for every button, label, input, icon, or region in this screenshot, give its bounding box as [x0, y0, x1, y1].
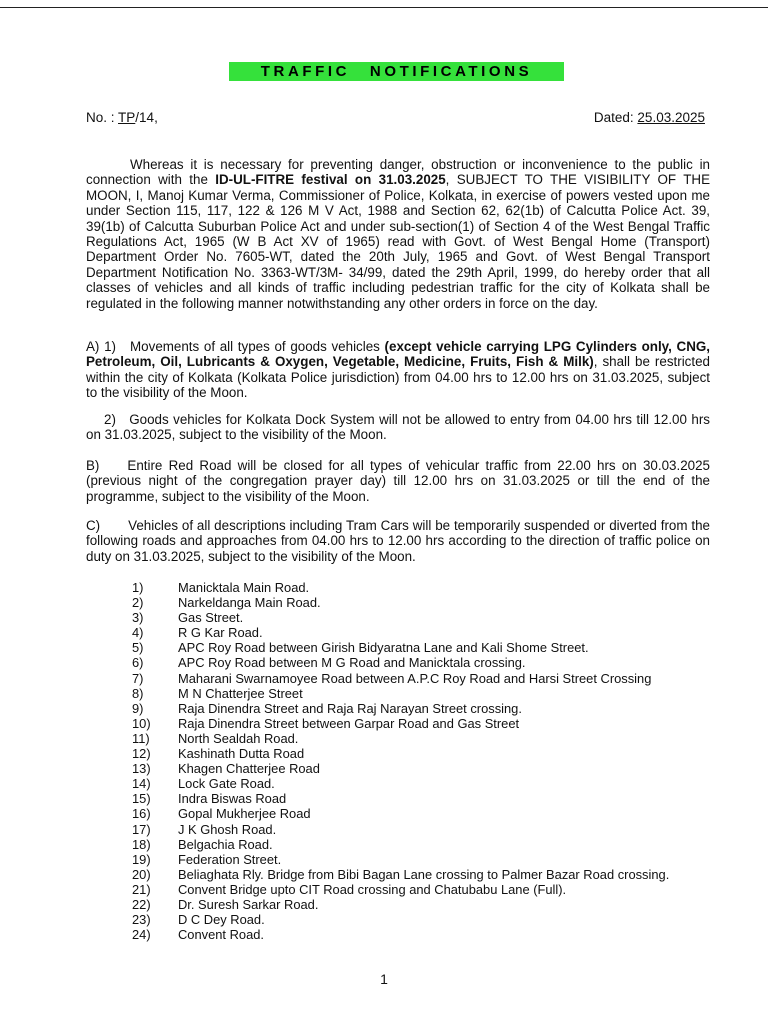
list-item-road: Maharani Swarnamoyee Road between A.P.C Roy Road and Harsi Street Crossing	[178, 670, 652, 686]
list-item-number: 23)	[132, 912, 151, 928]
list-item	[0, 610, 768, 625]
section-b-paragraph	[86, 458, 710, 504]
section-a2-text: Goods vehicles for Kolkata Dock System will not be allowed to entry from 04.00 hrs till 12.00 hrs on 31.03.2025, subject to the visibility of the Moon.	[86, 412, 710, 443]
list-item-road: APC Roy Road between Girish Bidyaratna Lane and Kali Shome Street.	[178, 640, 589, 656]
list-item-number: 15)	[132, 791, 151, 807]
list-item-road: Manicktala Main Road.	[178, 580, 310, 595]
list-item-number: 7)	[132, 670, 144, 686]
reference-suffix: /14,	[135, 110, 158, 125]
list-item-number: 17)	[132, 821, 151, 837]
top-rule	[0, 7, 768, 8]
section-c-label: C)	[86, 518, 101, 533]
list-item	[0, 912, 768, 927]
list-item-number: 24)	[132, 927, 151, 943]
list-item-number: 18)	[132, 836, 151, 852]
list-item-number: 4)	[132, 625, 144, 641]
list-item	[0, 852, 768, 867]
list-item-road: Lock Gate Road.	[178, 776, 275, 792]
list-item-number: 1)	[132, 580, 144, 595]
section-a1-exceptions: (except vehicle carrying LPG Cylinders only, CNG, Petroleum, Oil, Lubricants & Oxygen, Vegetable, Medicine, Fruits, Fish & Milk)	[86, 339, 711, 370]
list-item	[0, 882, 768, 897]
list-item-number: 8)	[132, 685, 144, 701]
list-item	[0, 655, 768, 670]
section-a1-paragraph	[86, 339, 710, 401]
list-item-number: 16)	[132, 806, 151, 822]
list-item	[0, 716, 768, 731]
list-item-road: Narkeldanga Main Road.	[178, 595, 321, 611]
list-item-road: J K Ghosh Road.	[178, 821, 277, 837]
list-item	[0, 595, 768, 610]
list-item-number: 10)	[132, 715, 151, 731]
list-item	[0, 867, 768, 882]
date-line	[594, 110, 705, 126]
preamble-text-1: Whereas it is necessary for preventing danger, obstruction or inconvenience to the public in connection with the	[86, 157, 710, 188]
list-item-road: APC Roy Road between M G Road and Manicktala crossing.	[178, 655, 526, 671]
list-item-number: 11)	[132, 730, 150, 746]
list-item	[0, 671, 768, 686]
list-item	[0, 686, 768, 701]
section-a1-text-2: , shall be restricted within the city of Kolkata (Kolkata Police jurisdiction) from 04.00 hrs to 12.00 hrs on 31.03.2025, subject to the visibility of the Moon.	[86, 354, 710, 401]
section-a2-paragraph	[86, 412, 710, 443]
list-item	[0, 746, 768, 761]
list-item-number: 6)	[132, 655, 144, 671]
section-b-label: B)	[86, 458, 100, 473]
section-b-text: Entire Red Road will be closed for all types of vehicular traffic from 22.00 hrs on 30.03.2025 (previous night of the congregation prayer day) till 12.00 hrs on 31.03.2025 or till the end of the programme, subject to the visibility of the Moon.	[86, 458, 710, 504]
list-item-number: 2)	[132, 595, 144, 611]
list-item	[0, 837, 768, 852]
list-item-road: D C Dey Road.	[178, 912, 265, 928]
list-item	[0, 897, 768, 912]
section-a1-label: A) 1)	[86, 339, 116, 354]
preamble-festival: ID-UL-FITRE festival on 31.03.2025	[215, 172, 446, 188]
page-number: 1	[380, 971, 388, 987]
reference-prefix: No. :	[86, 110, 119, 125]
reference-number	[86, 110, 158, 126]
list-item-road: Raja Dinendra Street between Garpar Road and Gas Street	[178, 715, 520, 731]
list-item-road: Indra Biswas Road	[178, 791, 287, 807]
road-list	[0, 580, 768, 942]
list-item-number: 14)	[132, 776, 151, 792]
list-item-road: Gas Street.	[178, 610, 244, 626]
list-item-number: 19)	[132, 851, 151, 867]
list-item-road: North Sealdah Road.	[178, 730, 299, 746]
list-item-road: Convent Bridge upto CIT Road crossing and Chatubabu Lane (Full).	[178, 881, 567, 897]
list-item-road: M N Chatterjee Street	[178, 685, 303, 701]
list-item	[0, 731, 768, 746]
section-a2-label: 2)	[104, 412, 116, 427]
list-item-number: 5)	[132, 640, 144, 656]
date-label: Dated:	[593, 110, 638, 125]
list-item	[0, 776, 768, 791]
list-item-number: 3)	[132, 610, 144, 626]
list-item-number: 12)	[132, 746, 151, 762]
document-title: TRAFFIC NOTIFICATIONS	[229, 62, 564, 81]
date-value: 25.03.2025	[637, 110, 705, 125]
list-item-road: Federation Street.	[178, 851, 282, 867]
preamble-paragraph	[86, 157, 710, 311]
list-item-road: Khagen Chatterjee Road	[178, 761, 320, 777]
list-item-road: Convent Road.	[178, 927, 264, 943]
list-item-road: Raja Dinendra Street and Raja Raj Narayan Street crossing.	[178, 700, 522, 716]
list-item	[0, 791, 768, 806]
list-item	[0, 927, 768, 942]
list-item-number: 13)	[132, 761, 151, 777]
reference-code: TP	[118, 110, 136, 125]
list-item-road: Dr. Suresh Sarkar Road.	[178, 896, 319, 912]
list-item-number: 21)	[132, 881, 151, 897]
list-item-number: 20)	[132, 866, 151, 882]
list-item-number: 9)	[132, 700, 144, 716]
list-item-number: 22)	[132, 896, 151, 912]
list-item-road: Gopal Mukherjee Road	[178, 806, 311, 822]
list-item	[0, 761, 768, 776]
list-item	[0, 822, 768, 837]
section-c-text: Vehicles of all descriptions including Tram Cars will be temporarily suspended or diverted from the following roads and approaches from 04.00 hrs to 12.00 hrs according to the direction of traffic police on duty on 31.03.2025, subject to the visibility of the Moon.	[86, 518, 710, 564]
list-item-road: Kashinath Dutta Road	[178, 746, 305, 762]
list-item-road: Belgachia Road.	[178, 836, 273, 852]
list-item-road: R G Kar Road.	[178, 625, 263, 641]
list-item	[0, 806, 768, 821]
list-item-road: Beliaghata Rly. Bridge from Bibi Bagan Lane crossing to Palmer Bazar Road crossing.	[178, 866, 670, 882]
list-item	[0, 580, 768, 595]
section-c-paragraph	[86, 518, 710, 564]
list-item	[0, 640, 768, 655]
preamble-text-2: , SUBJECT TO THE VISIBILITY OF THE MOON, I, Manoj Kumar Verma, Commissioner of Police, Kolkata, in exercise of powers vested upon me under Section 115, 117, 122 & 126 M V Act, 1988 and Section 62, 62(1b) of Calcutta Police Act. 39, 39(1b) of Calcutta Suburban Police Act and under sub-section(1) of Section 4 of the West Bengal Traffic Regulations Act, 1965 (W B Act XV of 1965) read with Govt. of West Bengal Home (Transport) Department Order No. 7605-WT, dated the 20th July, 1965 and Govt. of West Bengal Transport Department Notification No. 3363-WT/3M- 34/99, dated the 29th April, 1999, do hereby order that all classes of vehicles and all kinds of traffic including pedestrian traffic for the city of Kolkata shall be regulated in the following manner notwithstanding any other orders in force on the day.	[86, 172, 711, 311]
list-item	[0, 701, 768, 716]
section-a1-text-1: Movements of all types of goods vehicles	[130, 339, 385, 354]
list-item	[0, 625, 768, 640]
